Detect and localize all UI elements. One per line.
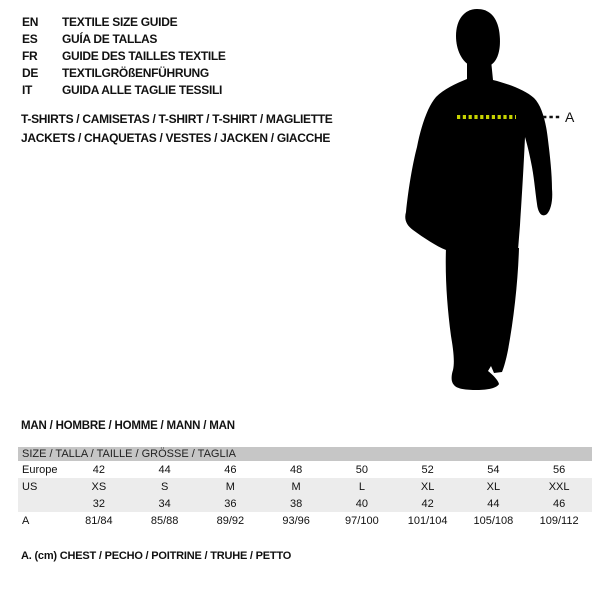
size-cell: 89/92 bbox=[216, 514, 245, 527]
size-cell: 38 bbox=[290, 497, 303, 510]
size-cell: 52 bbox=[421, 463, 434, 476]
language-code: ES bbox=[22, 31, 38, 46]
size-cell: 105/108 bbox=[473, 514, 514, 527]
size-cell: 50 bbox=[355, 463, 368, 476]
measure-label-a: A bbox=[565, 109, 575, 125]
size-cell: 32 bbox=[92, 497, 105, 510]
category-line-jackets: JACKETS / CHAQUETAS / VESTES / JACKEN / GIACCHE bbox=[21, 131, 331, 145]
size-cell: 54 bbox=[487, 463, 500, 476]
size-cell: 93/96 bbox=[282, 514, 310, 527]
size-cell: M bbox=[291, 480, 301, 493]
language-title: GUIDA ALLE TAGLIE TESSILI bbox=[62, 82, 223, 97]
language-title: TEXTILE SIZE GUIDE bbox=[62, 14, 178, 29]
table-row-numeric bbox=[18, 495, 592, 512]
language-title: GUIDE DES TAILLES TEXTILE bbox=[62, 48, 226, 63]
language-row bbox=[22, 13, 226, 30]
size-cell: M bbox=[225, 480, 235, 493]
language-list bbox=[22, 13, 226, 98]
language-title: GUÍA DE TALLAS bbox=[62, 31, 158, 46]
language-title: TEXTILGRÖßENFÜHRUNG bbox=[62, 65, 209, 80]
section-title-man: MAN / HOMBRE / HOMME / MANN / MAN bbox=[21, 420, 235, 432]
size-cell: 40 bbox=[355, 497, 368, 510]
table-row-europe bbox=[18, 461, 592, 478]
size-cell: 97/100 bbox=[345, 514, 379, 527]
size-cell: 101/104 bbox=[407, 514, 448, 527]
size-cell: XXL bbox=[548, 480, 570, 493]
garment-categories bbox=[21, 110, 333, 148]
language-code: FR bbox=[22, 48, 38, 63]
language-row bbox=[22, 64, 226, 81]
row-label: Europe bbox=[22, 463, 58, 476]
language-row bbox=[22, 30, 226, 47]
size-cell: 36 bbox=[224, 497, 237, 510]
size-cell: 46 bbox=[224, 463, 237, 476]
size-cell: XL bbox=[420, 480, 435, 493]
category-line-tshirts: T-SHIRTS / CAMISETAS / T-SHIRT / T-SHIRT / MAGLIETTE bbox=[21, 112, 333, 126]
language-code: EN bbox=[22, 14, 39, 29]
size-cell: 85/88 bbox=[150, 514, 179, 527]
size-cell: 48 bbox=[290, 463, 303, 476]
measure-footnote: A. (cm) CHEST / PECHO / POITRINE / TRUHE / PETTO bbox=[21, 550, 292, 562]
row-label: A bbox=[22, 514, 30, 527]
size-cell: XL bbox=[486, 480, 501, 493]
table-row-us bbox=[18, 478, 592, 495]
size-cell: 56 bbox=[553, 463, 566, 476]
size-cell: 34 bbox=[158, 497, 171, 510]
size-table-header: SIZE / TALLA / TAILLE / GRÖSSE / TAGLIA bbox=[18, 447, 592, 461]
language-row bbox=[22, 81, 226, 98]
size-cell: 44 bbox=[487, 497, 500, 510]
man-figure bbox=[400, 0, 600, 400]
language-row bbox=[22, 47, 226, 64]
size-cell: 46 bbox=[553, 497, 566, 510]
row-label: US bbox=[22, 480, 38, 493]
size-cell: XS bbox=[91, 480, 107, 493]
language-code: DE bbox=[22, 65, 39, 80]
size-cell: 109/112 bbox=[539, 514, 579, 527]
man-silhouette bbox=[400, 0, 600, 400]
language-code: IT bbox=[22, 82, 33, 97]
size-cell: 81/84 bbox=[85, 514, 113, 527]
size-cell: 44 bbox=[158, 463, 171, 476]
table-row-chest bbox=[18, 512, 592, 529]
size-cell: 42 bbox=[421, 497, 434, 510]
size-cell: L bbox=[358, 480, 365, 493]
size-table bbox=[18, 447, 592, 529]
size-cell: 42 bbox=[92, 463, 105, 476]
size-cell: S bbox=[160, 480, 169, 493]
